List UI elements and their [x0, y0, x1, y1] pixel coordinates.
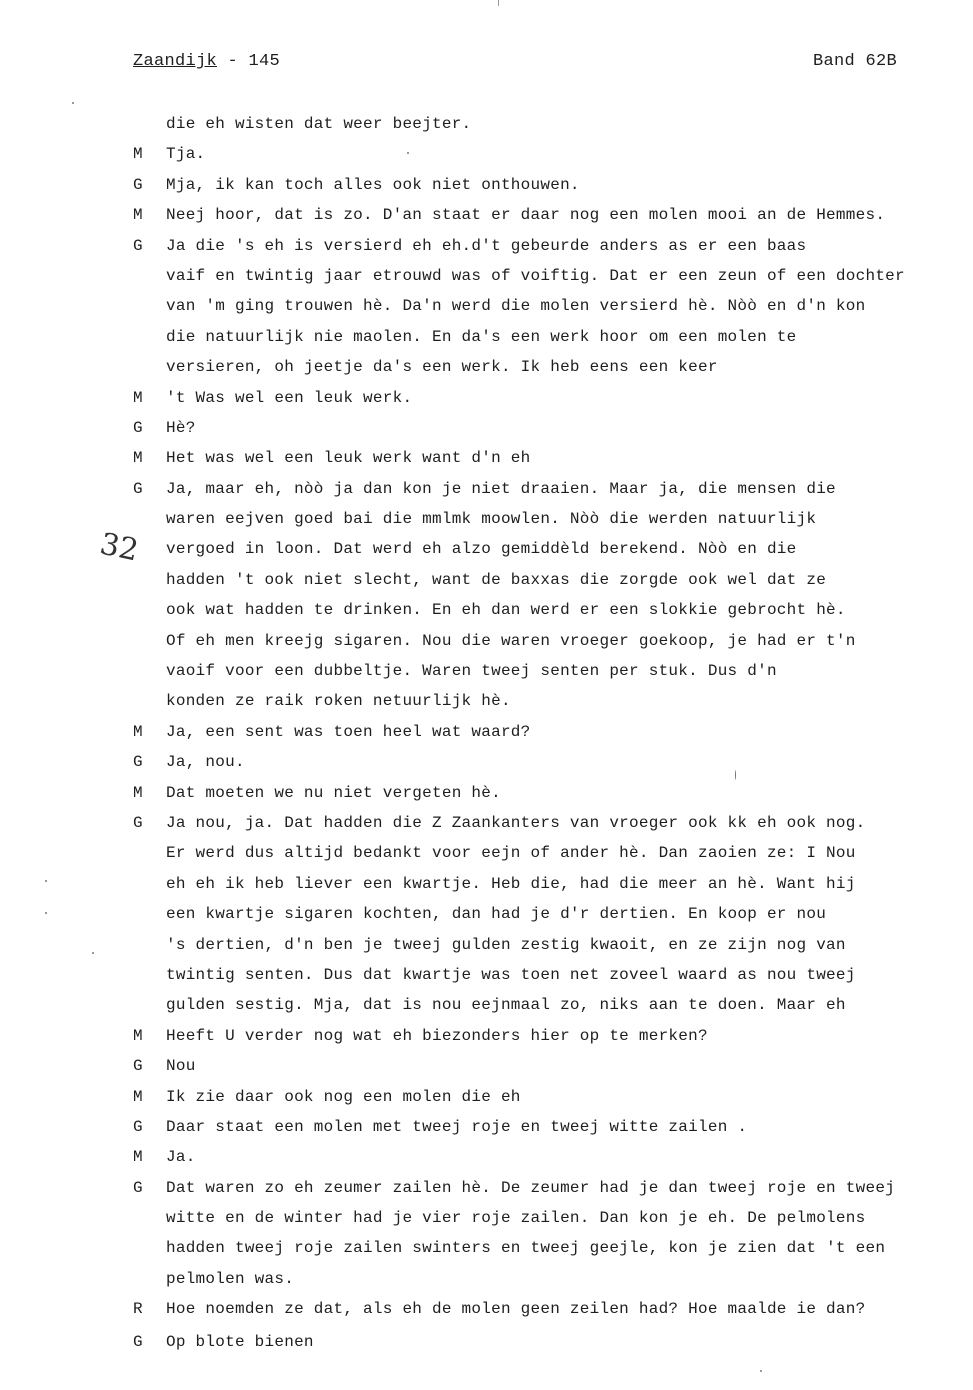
transcript-lines	[0, 111, 973, 1361]
transcript-line	[0, 1205, 973, 1235]
line-text: Heeft U verder nog wat eh biezonders hier op te merken?	[166, 1026, 708, 1045]
line-text: Mja, ik kan toch alles ook niet onthouwen.	[166, 175, 580, 194]
line-text: twintig senten. Dus dat kwartje was toen net zoveel waard as nou tweej	[166, 965, 856, 984]
scan-speck	[735, 770, 736, 780]
speaker-label: M	[133, 449, 143, 468]
speaker-label: G	[133, 1057, 143, 1076]
transcript-line	[0, 293, 973, 323]
page-header-band: Band 62B	[813, 52, 898, 71]
transcript-line	[0, 1235, 973, 1265]
line-text: Of eh men kreejg sigaren. Nou die waren vroeger goekoop, je had er t'n	[166, 631, 856, 650]
transcript-line	[0, 597, 973, 627]
line-text: Neej hoor, dat is zo. D'an staat er daar nog een molen mooi an de Hemmes.	[166, 206, 886, 225]
line-text: versieren, oh jeetje da's een werk. Ik heb eens een keer	[166, 358, 718, 377]
transcript-line	[0, 810, 973, 840]
line-text: eh eh ik heb liever een kwartje. Heb die, had die meer an hè. Want hij	[166, 874, 856, 893]
line-text: vergoed in loon. Dat werd eh alzo gemiddèld berekend. Nòò en die	[166, 540, 797, 559]
transcript-line	[0, 445, 973, 475]
line-text: Ja, een sent was toen heel wat waard?	[166, 722, 531, 741]
line-text: Ik zie daar ook nog een molen die eh	[166, 1087, 521, 1106]
line-text: van 'm ging trouwen hè. Da'n werd die molen versierd hè. Nòò en d'n kon	[166, 297, 866, 316]
transcript-line	[0, 932, 973, 962]
line-text: konden ze raik roken netuurlijk hè.	[166, 692, 511, 711]
scan-speck	[72, 102, 74, 104]
line-text: Op blote bienen	[166, 1332, 314, 1351]
line-text: die natuurlijk nie maolen. En da's een werk hoor om een molen te	[166, 327, 797, 346]
line-text: hadden tweej roje zailen swinters en tweej geejle, kon je zien dat 't een	[166, 1239, 886, 1258]
line-text: Het was wel een leuk werk want d'n eh	[166, 449, 531, 468]
line-text: die eh wisten dat weer beejter.	[166, 115, 472, 133]
speaker-label: G	[133, 1117, 143, 1136]
transcript-line	[0, 962, 973, 992]
transcript-line	[0, 1053, 973, 1083]
line-text: vaoif voor een dubbeltje. Waren tweej senten per stuk. Dus d'n	[166, 662, 777, 681]
line-text: 's dertien, d'n ben je tweej gulden zestig kwaoit, en ze zijn nog van	[166, 935, 846, 954]
line-text: Hoe noemden ze dat, als eh de molen geen zeilen had? Hoe maalde ie dan?	[166, 1300, 866, 1319]
margin-handwritten-note: 32	[96, 526, 142, 569]
line-text: waren eejven goed bai die mmlmk moowlen. Nòò die werden natuurlijk	[166, 510, 817, 529]
line-text: ook wat hadden te drinken. En eh dan werd er een slokkie gebrocht hè.	[166, 601, 846, 620]
line-text: witte en de winter had je vier roje zailen. Dan kon je eh. De pelmolens	[166, 1209, 866, 1228]
line-text: Daar staat een molen met tweej roje en tweej witte zailen .	[166, 1117, 748, 1136]
speaker-label: M	[133, 783, 143, 802]
scan-speck	[45, 880, 47, 882]
transcript-line	[0, 506, 973, 536]
transcript-line	[0, 1296, 973, 1329]
transcript-line	[0, 385, 973, 415]
header-separator: -	[217, 52, 249, 71]
speaker-label: M	[133, 722, 143, 741]
transcript-line	[0, 719, 973, 749]
transcript-line	[0, 992, 973, 1022]
transcript-line	[0, 324, 973, 354]
header-place: Zaandijk	[133, 52, 218, 71]
line-text: pelmolen was.	[166, 1269, 295, 1288]
line-text: een kwartje sigaren kochten, dan had je d'r dertien. En koop er nou	[166, 905, 827, 924]
page-header-left	[133, 52, 280, 71]
line-text: Dat moeten we nu niet vergeten hè.	[166, 783, 501, 802]
line-text: Ja.	[166, 1148, 196, 1167]
transcript-line	[0, 658, 973, 688]
transcript-line	[0, 263, 973, 293]
speaker-label: M	[133, 145, 143, 164]
speaker-label: G	[133, 753, 143, 772]
line-text: Ja nou, ja. Dat hadden die Z Zaankanters van vroeger ook kk eh ook nog.	[166, 813, 866, 832]
speaker-label: M	[133, 388, 143, 407]
scan-speck	[45, 912, 47, 914]
transcript-line	[0, 901, 973, 931]
transcript-line	[0, 1084, 973, 1114]
transcript-line	[0, 354, 973, 384]
scan-speck	[407, 152, 409, 154]
transcript-line	[0, 233, 973, 263]
transcript-line	[0, 1023, 973, 1053]
speaker-label: G	[133, 175, 143, 194]
transcript-line	[0, 111, 973, 141]
transcript-line	[0, 1175, 973, 1205]
line-text: Nou	[166, 1057, 196, 1076]
transcript-line	[0, 1114, 973, 1144]
transcript-line	[0, 1144, 973, 1174]
transcript-line	[0, 567, 973, 597]
transcript-line	[0, 141, 973, 171]
speaker-label: M	[133, 206, 143, 225]
line-text: Tja.	[166, 145, 206, 164]
header-number: 145	[248, 52, 281, 71]
transcript-line	[0, 780, 973, 810]
transcript-line	[0, 476, 973, 506]
transcript-line	[0, 172, 973, 202]
line-text: Hè?	[166, 418, 196, 437]
line-text: 't Was wel een leuk werk.	[166, 388, 413, 407]
line-text: Ja, maar eh, nòò ja dan kon je niet draaien. Maar ja, die mensen die	[166, 479, 836, 498]
speaker-label: G	[133, 479, 143, 498]
speaker-label: R	[133, 1300, 143, 1319]
line-text: Ja, nou.	[166, 753, 245, 772]
transcript-line	[0, 202, 973, 232]
transcript-line	[0, 415, 973, 445]
speaker-label: M	[133, 1087, 143, 1106]
line-text: hadden 't ook niet slecht, want de baxxas die zorgde ook wel dat ze	[166, 570, 827, 589]
transcript-line	[0, 1266, 973, 1296]
line-text: Dat waren zo eh zeumer zailen hè. De zeumer had je dan tweej roje en tweej	[166, 1178, 896, 1197]
speaker-label: G	[133, 813, 143, 832]
speaker-label: G	[133, 1178, 143, 1197]
transcript-line	[0, 688, 973, 718]
line-text: vaif en twintig jaar etrouwd was of voiftig. Dat er een zeun of een dochter	[166, 266, 905, 285]
top-mark	[498, 0, 499, 6]
transcript-line	[0, 840, 973, 870]
transcript-line	[0, 749, 973, 779]
line-text: Er werd dus altijd bedankt voor eejn of ander hè. Dan zaoien ze: I Nou	[166, 844, 856, 863]
scan-speck	[92, 952, 94, 954]
speaker-label: G	[133, 1332, 143, 1351]
transcript-line	[0, 628, 973, 658]
speaker-label: G	[133, 236, 143, 255]
transcript-line	[0, 871, 973, 901]
speaker-label: M	[133, 1148, 143, 1167]
line-text: Ja die 's eh is versierd eh eh.d't gebeurde anders as er een baas	[166, 236, 807, 255]
transcript-line	[0, 536, 973, 566]
speaker-label: G	[133, 418, 143, 437]
transcript-line	[0, 1329, 973, 1362]
scan-speck	[760, 1370, 762, 1372]
speaker-label: M	[133, 1026, 143, 1045]
line-text: gulden sestig. Mja, dat is nou eejnmaal zo, niks aan te doen. Maar eh	[166, 996, 846, 1015]
